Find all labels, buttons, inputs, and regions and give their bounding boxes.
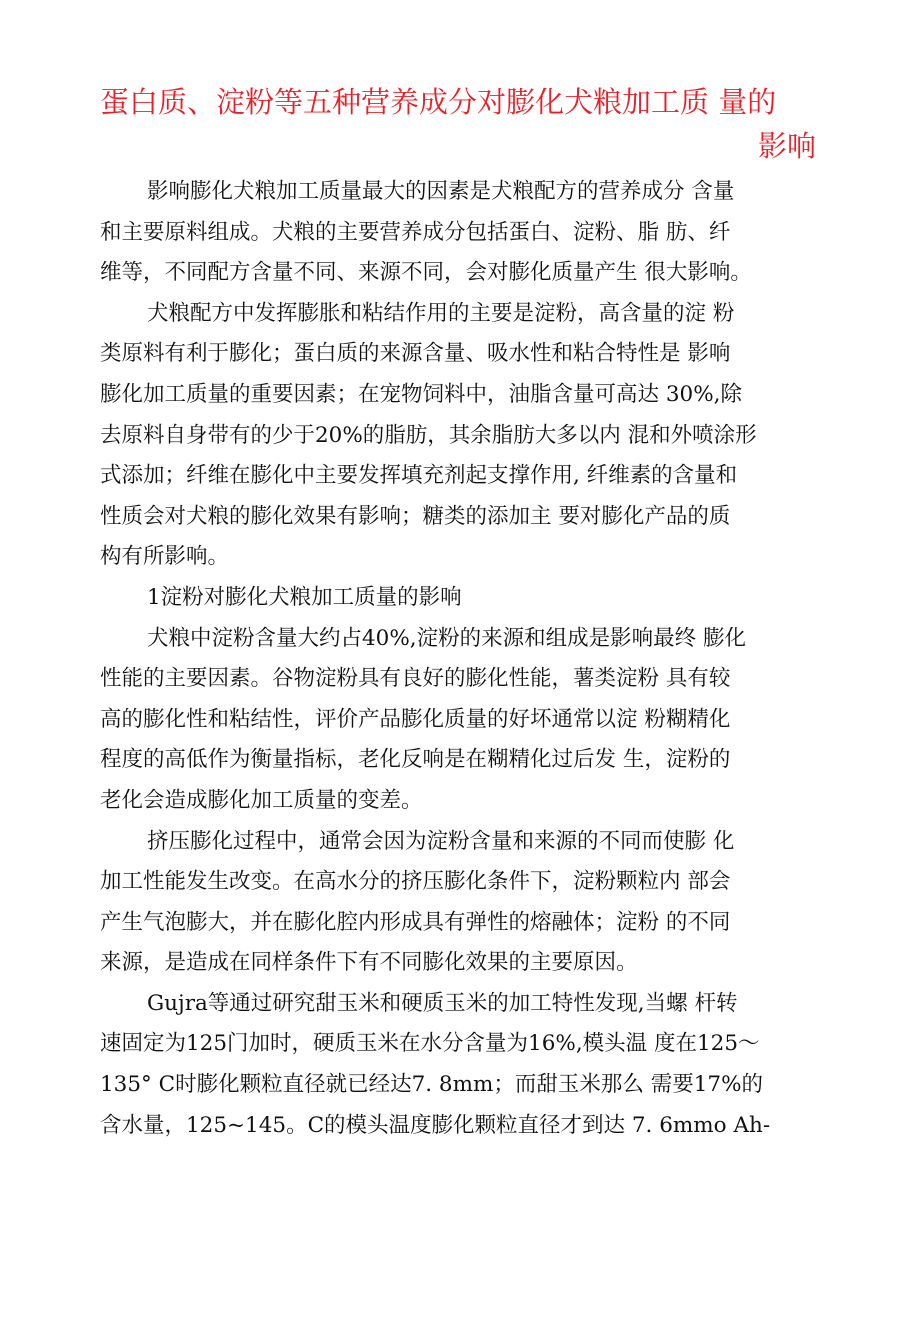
text-line: 犬粮中淀粉含量大约占40%,淀粉的来源和组成是影响最终 膨化: [147, 625, 746, 651]
text-line: 性能的主要因素。谷物淀粉具有良好的膨化性能，薯类淀粉 具有较: [100, 666, 731, 692]
text-line: 维等，不同配方含量不同、来源不同，会对膨化质量产生 很大影响。: [100, 260, 752, 286]
text-line: 挤压膨化过程中，通常会因为淀粉含量和来源的不同而使膨 化: [147, 828, 735, 854]
text-line: Gujra等通过研究甜玉米和硬质玉米的加工特性发现,当螺 杆转: [147, 990, 738, 1016]
text-line: 式添加；纤维在膨化中主要发挥填充剂起支撑作用, 纤维素的含量和: [100, 463, 738, 489]
text-line: 速固定为125门加时，硬质玉米在水分含量为16%,模头温 度在125〜: [100, 1031, 760, 1057]
title-line-1: 蛋白质、淀粉等五种营养成分对膨化犬粮加工质 量的: [100, 85, 777, 119]
text-line: 产生气泡膨大，并在膨化腔内形成具有弹性的熔融体；淀粉 的不同: [100, 909, 731, 935]
paragraph-starch: [100, 619, 826, 822]
text-line: 去原料自身带有的少于20%的脂肪，其余脂肪大多以内 混和外喷涂形: [100, 422, 757, 448]
text-line: 来源，是造成在同样条件下有不同膨化效果的主要原因。: [100, 950, 638, 976]
text-line: 含水量，125~145。C的模头温度膨化颗粒直径才到达 7. 6mmo Ah-: [100, 1112, 771, 1138]
paragraph-nutrients: [100, 294, 826, 578]
document-title: [100, 80, 816, 168]
text-line: 膨化加工质量的重要因素；在宠物饲料中，油脂含量可高达 30%,除: [100, 381, 742, 407]
paragraph-extrusion: [100, 822, 826, 984]
section-heading: [100, 578, 826, 619]
document-body: [100, 172, 826, 1146]
text-line: 影响膨化犬粮加工质量最大的因素是犬粮配方的营养成分 含量: [147, 179, 735, 204]
text-line: 和主要原料组成。犬粮的主要营养成分包括蛋白、淀粉、脂 肪、纤: [100, 219, 731, 245]
text-line: 加工性能发生改变。在高水分的挤压膨化条件下，淀粉颗粒内 部会: [100, 869, 731, 895]
title-line-2: 影响: [757, 129, 816, 163]
paragraph-intro: [100, 172, 826, 294]
text-line: 类原料有利于膨化；蛋白质的来源含量、吸水性和粘合特性是 影响: [100, 341, 731, 367]
paragraph-gujra: [100, 984, 826, 1146]
text-line: 犬粮配方中发挥膨胀和粘结作用的主要是淀粉，高含量的淀 粉: [147, 300, 735, 326]
text-line: 135° C时膨化颗粒直径就已经达7. 8mm；而甜玉米那么 需要17%的: [100, 1072, 763, 1098]
text-line: 高的膨化性和粘结性，评价产品膨化质量的好坏通常以淀 粉糊精化: [100, 706, 731, 732]
text-line: 老化会造成膨化加工质量的变差。: [100, 787, 423, 813]
section-heading-text: 1淀粉对膨化犬粮加工质量的影响: [147, 584, 462, 610]
text-line: 程度的高低作为衡量指标，老化反响是在糊精化过后发 生，淀粉的: [100, 747, 731, 773]
text-line: 性质会对犬粮的膨化效果有影响；糖类的添加主 要对膨化产品的质: [100, 503, 731, 529]
text-line: 构有所影响。: [100, 544, 230, 570]
